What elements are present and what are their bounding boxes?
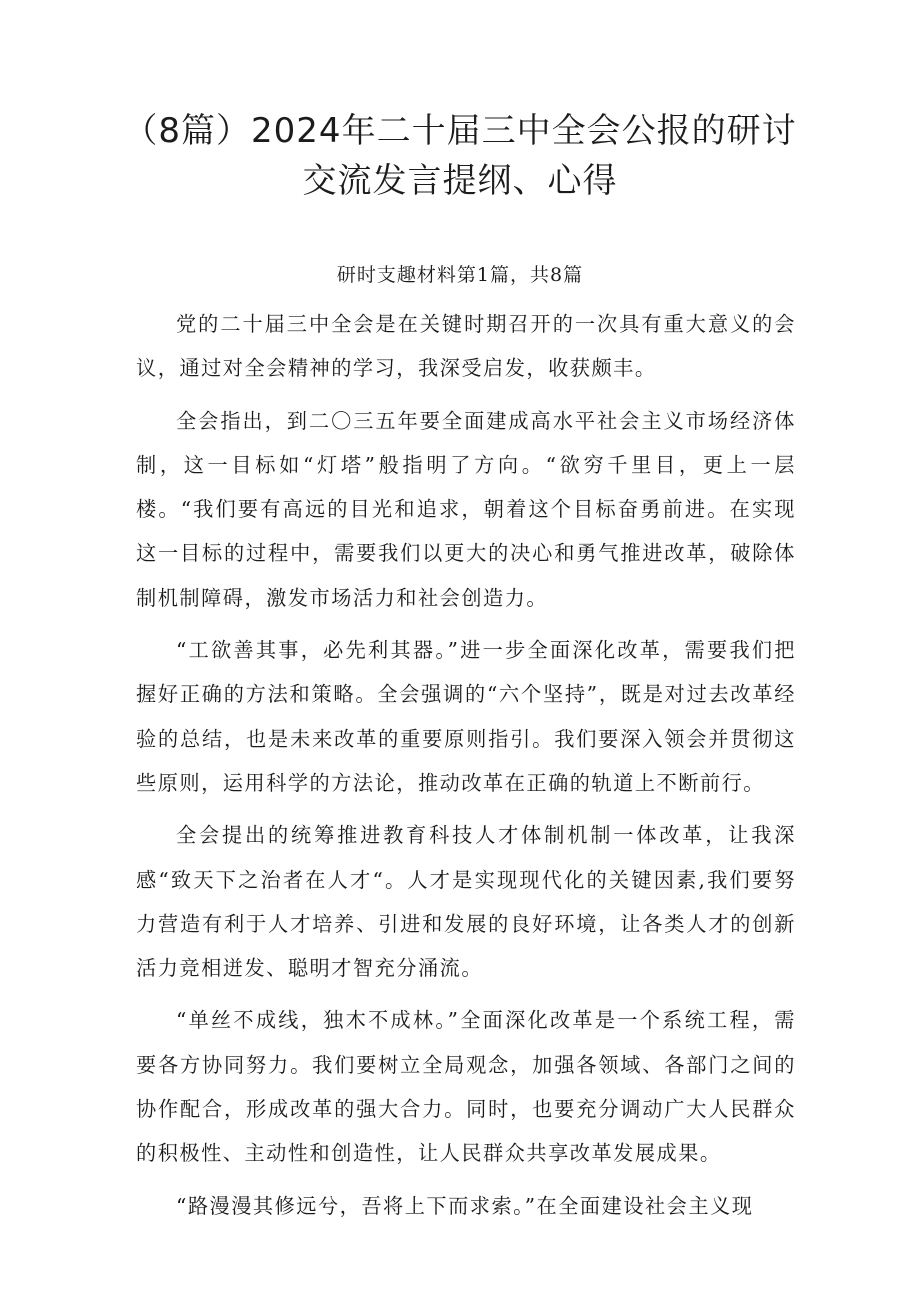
paragraph-3: “工欲善其事，必先利其器。”进一步全面深化改革，需要我们把握好正确的方法和策略。全会强调的“六个坚持”，既是对过去改革经验的总结，也是未来改革的重要原则指引。我们要深入领会并贯彻这些原则，运用科学的方法论，推动改革在正确的轨道上不断前行。 xyxy=(136,638,796,795)
document-title-line-2: 交流发言提纲、心得 xyxy=(302,161,618,201)
paragraph-4: 全会提出的统筹推进教育科技人才体制机制一体改革，让我深感“致天下之治者在人才“。人才是实现现代化的关键因素,我们要努力营造有利于人才培养、引进和发展的良好环境，让各类人才的创新活力竞相迸发、聪明才智充分涌流。 xyxy=(136,823,796,981)
paragraph-6: “路漫漫其修远兮，吾将上下而求索。”在全面建设社会主义现 xyxy=(176,1193,754,1218)
document-subtitle: 研时支趣材料第1篇，共8篇 xyxy=(336,264,584,286)
document-body xyxy=(136,302,796,1236)
paragraph-5: “单丝不成线，独木不成林。”全面深化改革是一个系统工程，需要各方协同努力。我们要树立全局观念，加强各领域、各部门之间的协作配合，形成改革的强大合力。同时，也要充分调动广大人民群众的积极性、主动性和创造性，让人民群众共享改革发展成果。 xyxy=(136,1008,796,1166)
paragraph-1: 党的二十届三中全会是在关键时期召开的一次具有重大意义的会议，通过对全会精神的学习，我深受启发，收获颇丰。 xyxy=(136,312,796,381)
document-title-line-1: （8篇）2024年二十届三中全会公报的研讨 xyxy=(123,111,797,151)
paragraph-2: 全会指出，到二〇三五年要全面建成高水平社会主义市场经济体制，这一目标如“灯塔”般指明了方向。“欲穷千里目，更上一层楼。“我们要有高远的目光和追求，朝着这个目标奋勇前进。在实现这一目标的过程中，需要我们以更大的决心和勇气推进改革，破除体制机制障碍，激发市场活力和社会创造力。 xyxy=(136,408,796,610)
